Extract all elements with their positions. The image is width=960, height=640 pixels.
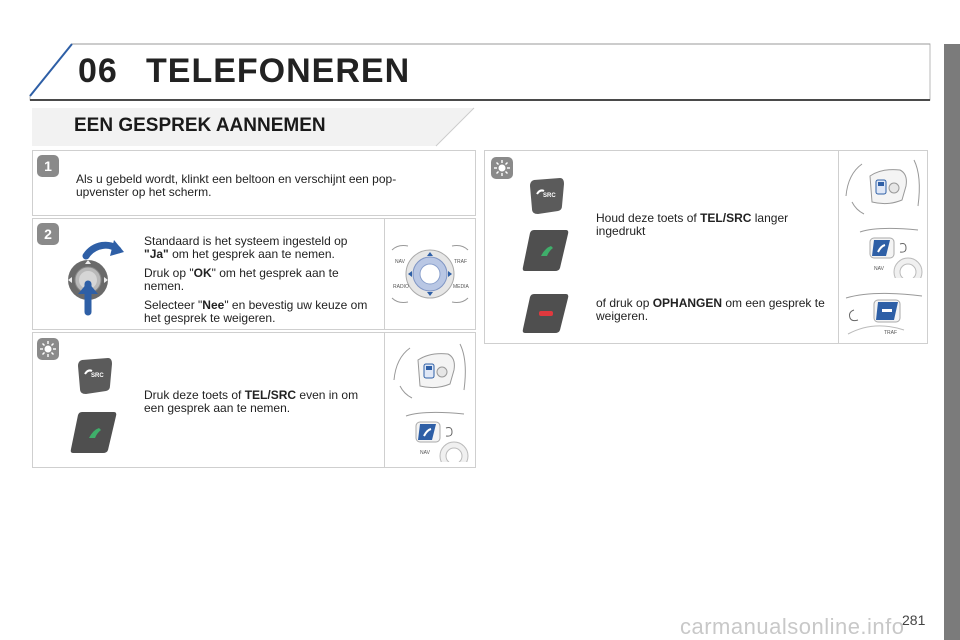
- chapter-title: TELEFONEREN: [146, 52, 411, 90]
- svg-text:SRC: SRC: [543, 193, 556, 199]
- steering-wheel-illustration: [390, 340, 470, 402]
- steering-wheel-buttons-illustration: [404, 410, 470, 462]
- hang-up-button-icon: [522, 292, 570, 334]
- svg-text:TRAF: TRAF: [454, 259, 468, 265]
- svg-text:NAV: NAV: [420, 450, 430, 456]
- svg-text:TRAF: TRAF: [884, 330, 898, 336]
- svg-text:NAV: NAV: [395, 259, 405, 265]
- step1-badge: [36, 154, 60, 178]
- svg-text:MEDIA: MEDIA: [453, 284, 469, 290]
- svg-text:1: 1: [44, 158, 52, 174]
- svg-text:NAV: NAV: [874, 266, 884, 272]
- right-answer-buttons-illustration: [858, 226, 924, 278]
- hangup-instruction-text: of druk op OPHANGEN om een gesprek te weigeren.: [596, 296, 825, 323]
- svg-text:SRC: SRC: [91, 373, 104, 379]
- svg-text:RADIO: RADIO: [393, 284, 409, 290]
- step2-badge: [36, 222, 60, 246]
- remote-control-illustration: [388, 238, 472, 310]
- answer-call-button-icon: [70, 410, 118, 454]
- step3-light-icon: [36, 337, 60, 361]
- step2-line2: Druk op "OK" om het gesprek aan te nemen.: [144, 266, 339, 293]
- phone-hold-button-icon: [522, 228, 570, 272]
- right-hangup-buttons-illustration: [844, 290, 924, 340]
- svg-text:2: 2: [44, 226, 52, 242]
- step1-text: Als u gebeld wordt, klinkt een beltoon en verschijnt een pop-upvenster op het scherm.: [76, 172, 397, 199]
- section-title: EEN GESPREK AANNEMEN: [74, 115, 326, 136]
- step3-text: Druk deze toets of TEL/SRC even in om een gesprek aan te nemen.: [144, 388, 359, 415]
- watermark: carmanualsonline.info: [680, 614, 905, 639]
- step2-line3: Selecteer "Nee" en bevestig uw keuze om het gesprek te weigeren.: [144, 298, 368, 325]
- tel-src-button-icon: [76, 356, 114, 396]
- chapter-number: 06: [78, 52, 118, 90]
- page-number: 281: [902, 612, 926, 628]
- right-light-icon: [490, 156, 514, 180]
- right-steering-wheel-illustration: [842, 156, 924, 218]
- step2-line1: Standaard is het systeem ingesteld op "Ja" om het gesprek aan te nemen.: [144, 234, 348, 261]
- tel-src-hold-button-icon: [528, 176, 566, 216]
- hold-instruction-text: Houd deze toets of TEL/SRC langer ingedrukt: [596, 211, 789, 238]
- step2-text: [144, 235, 370, 331]
- rotary-knob-icon: [64, 238, 124, 318]
